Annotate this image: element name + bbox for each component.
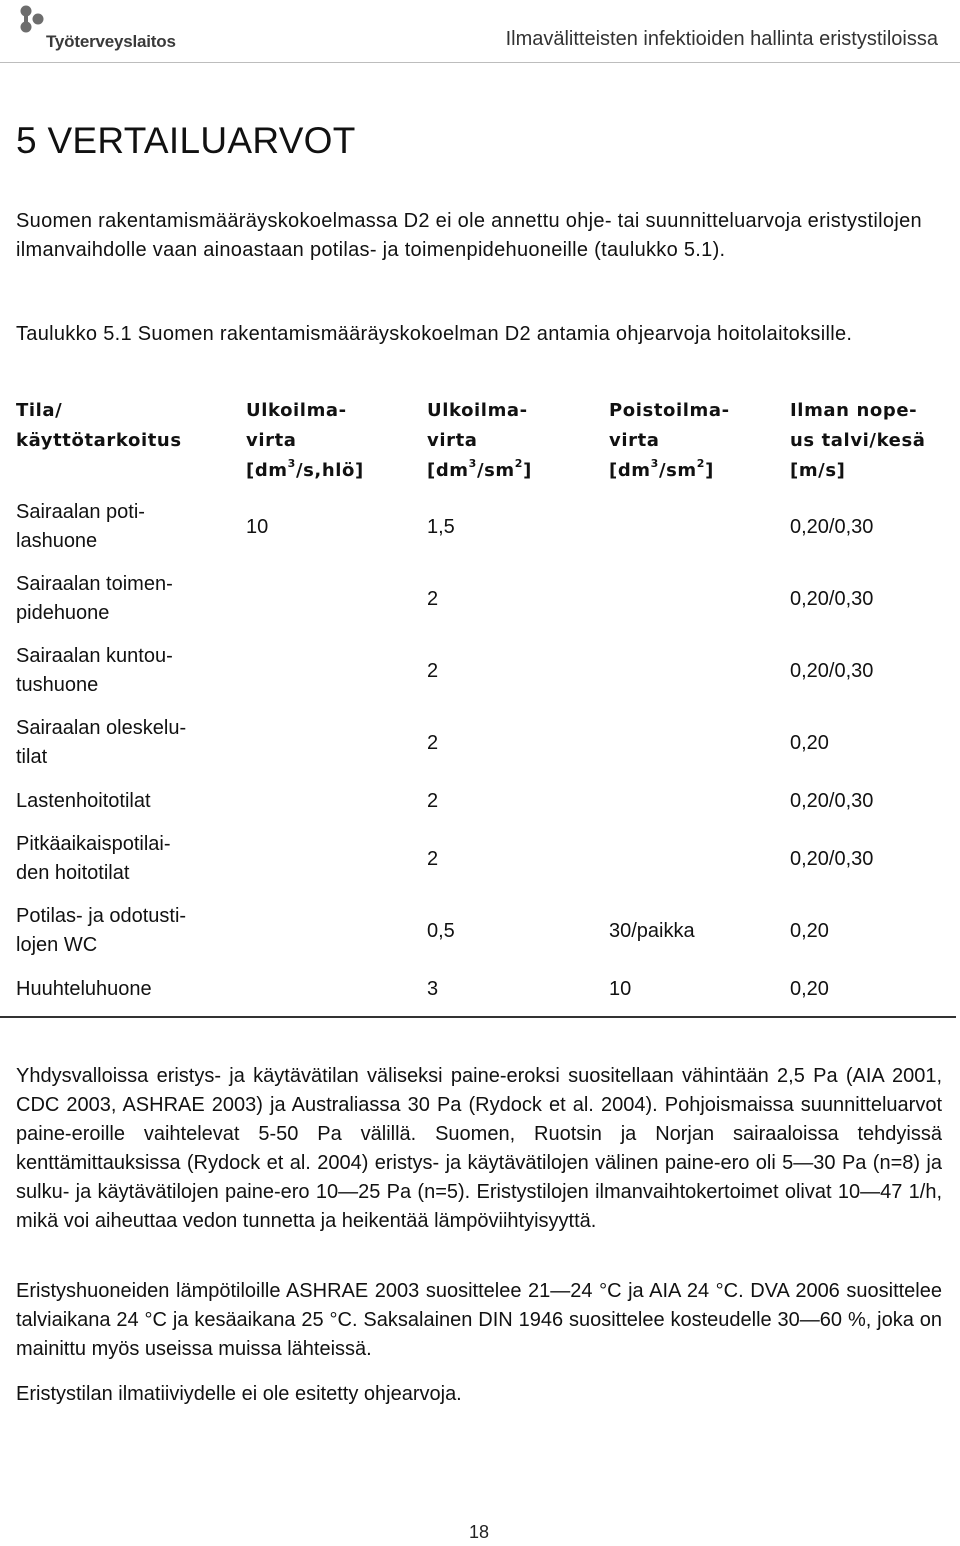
table-cell-per-area: 0,5 xyxy=(427,920,455,942)
table-row-name: Sairaalan oleskelu- tilat xyxy=(16,717,187,768)
intro-paragraph: Suomen rakentamismääräyskokoelmassa D2 ei ole annettu ohje- tai suunnitteluarvoja eristystilojen ilmanvaihdolle vaan ainoastaan potilas- ja toimenpidehuoneille (taulukko 5.1). xyxy=(16,210,922,261)
table-row-name: Lastenhoitotilat xyxy=(16,790,151,812)
table-cell-speed: 0,20/0,30 xyxy=(790,848,874,870)
table-row-name: Sairaalan kuntou- tushuone xyxy=(16,645,173,696)
table-row-name: Sairaalan poti- lashuone xyxy=(16,501,145,552)
table-cell-per-area: 3 xyxy=(427,978,439,1000)
header-air-speed: Ilman nope- us talvi/kesä [m/s] xyxy=(790,400,926,481)
table-row-name: Sairaalan toimen- pidehuone xyxy=(16,573,173,624)
table-cell-per-area: 2 xyxy=(427,588,439,610)
paragraph-temperature: Eristyshuoneiden lämpötiloille ASHRAE 2003 suosittelee 21—24 °C ja AIA 24 °C. DVA 2006 suosittelee talviaikana 24 °C ja kesäaikana 25 °C. Saksalainen DIN 1946 suosittelee kosteudelle 30—60 %, joka on mainittu myös useissa muissa lähteissä. xyxy=(16,1280,942,1360)
paragraph-airtightness: Eristystilan ilmatiiviydelle ei ole esitetty ohjearvoja. xyxy=(16,1383,462,1405)
header-outdoor-airflow-person: Ulkoilma- virta $[dm^3/s,hlö]$ xyxy=(246,400,364,481)
table-cell-per-area: 2 xyxy=(427,660,439,682)
logo xyxy=(16,2,186,58)
table-cell-per-area: 2 xyxy=(427,732,439,754)
logo-text: Työterveyslaitos xyxy=(46,32,176,51)
paragraph-pressure: Yhdysvalloissa eristys- ja käytävätilan väliseksi paine-eroksi suositellaan vähintään 2,5 Pa (AIA 2001, CDC 2003, ASHRAE 2003) ja Australiassa 30 Pa (Rydock et al. 2004). Pohjoismaissa suunnitteluarvot paine-eroille vaihtelevat 5-50 Pa välillä. Suomen, Ruotsin ja Norjan sairaaloissa tehdyissä kenttämittauksissa (Rydock et al. 2004) eristys- ja käytävätilojen välinen paine-ero oli 5—30 Pa (n=8) ja sulku- ja käytävätilojen paine-ero 10—25 Pa (n=5). Eristystilojen ilmanvaihtokertoimet olivat 10—47 1/h, mikä voi aiheuttaa vedon tunnetta ja heikentää lämpöviihtyisyyttä. xyxy=(16,1065,942,1232)
table-cell-speed: 0,20/0,30 xyxy=(790,660,874,682)
table-row-name: Potilas- ja odotusti- lojen WC xyxy=(16,905,187,956)
table-cell-exhaust: 30/paikka xyxy=(609,920,695,942)
table-cell-speed: 0,20/0,30 xyxy=(790,790,874,812)
document-header-title: Ilmavälitteisten infektioiden hallinta eristystiloissa xyxy=(505,28,938,50)
table-cell-speed: 0,20 xyxy=(790,978,829,1000)
table-cell-per-person: 10 xyxy=(246,516,269,538)
table-bottom-rule xyxy=(0,1016,956,1018)
table-row-name: Huuhteluhuone xyxy=(16,978,152,1000)
table-caption: Taulukko 5.1 Suomen rakentamismääräyskokoelman D2 antamia ohjearvoja hoitolaitoksille. xyxy=(16,323,853,345)
table-cell-speed: 0,20/0,30 xyxy=(790,588,874,610)
table-cell-exhaust: 10 xyxy=(609,978,632,1000)
chapter-title: 5 VERTAILUARVOT xyxy=(16,120,356,161)
header-exhaust-airflow: Poistoilma- virta $[dm^3/sm^2]$ xyxy=(609,400,730,481)
header-space-use: Tila/ käyttötarkoitus xyxy=(16,400,182,451)
table-cell-speed: 0,20 xyxy=(790,732,829,754)
table-cell-per-area: 2 xyxy=(427,848,439,870)
table-cell-speed: 0,20/0,30 xyxy=(790,516,874,538)
header-divider xyxy=(0,62,960,63)
table-cell-per-area: 1,5 xyxy=(427,516,455,538)
header-outdoor-airflow-area: Ulkoilma- virta $[dm^3/sm^2]$ xyxy=(427,400,532,481)
table-row-name: Pitkäaikaispotilai- den hoitotilat xyxy=(16,833,171,884)
table-cell-per-area: 2 xyxy=(427,790,439,812)
table-cell-speed: 0,20 xyxy=(790,920,829,942)
page-number: 18 xyxy=(469,1522,490,1542)
